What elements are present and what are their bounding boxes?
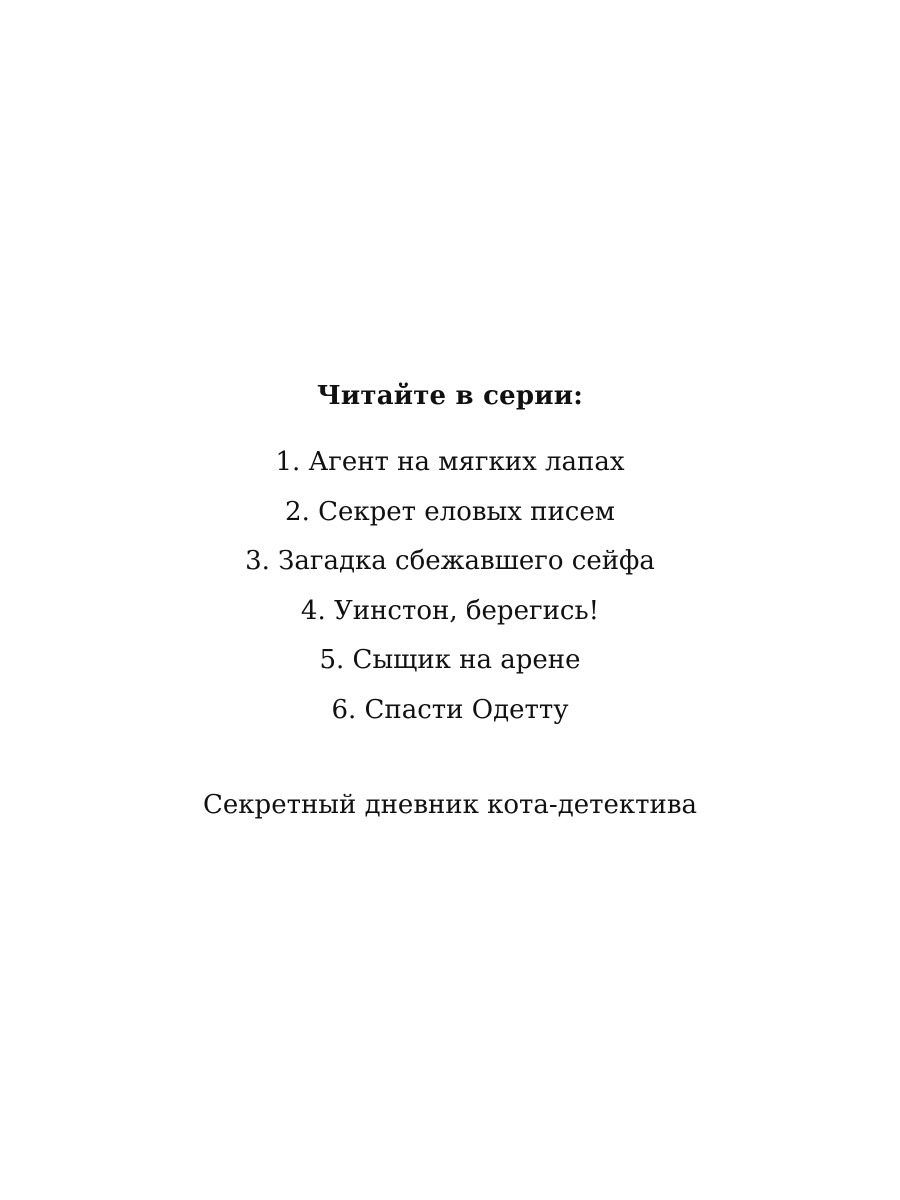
book-title-2: 2. Секрет еловых писем (285, 496, 615, 527)
series-name: Секретный дневник кота-детектива (203, 790, 697, 820)
series-heading: Читайте в серии: (316, 381, 583, 411)
book-title-3: 3. Загадка сбежавшего сейфа (245, 546, 655, 576)
book-title-4: 4. Уинстон, берегись! (300, 595, 600, 626)
series-book-list (0, 438, 900, 735)
book-title-5: 5. Сыщик на арене (319, 645, 581, 675)
book-title-6: 6. Спасти Одетту (331, 694, 569, 725)
book-title-1: 1. Агент на мягких лапах (275, 447, 625, 477)
